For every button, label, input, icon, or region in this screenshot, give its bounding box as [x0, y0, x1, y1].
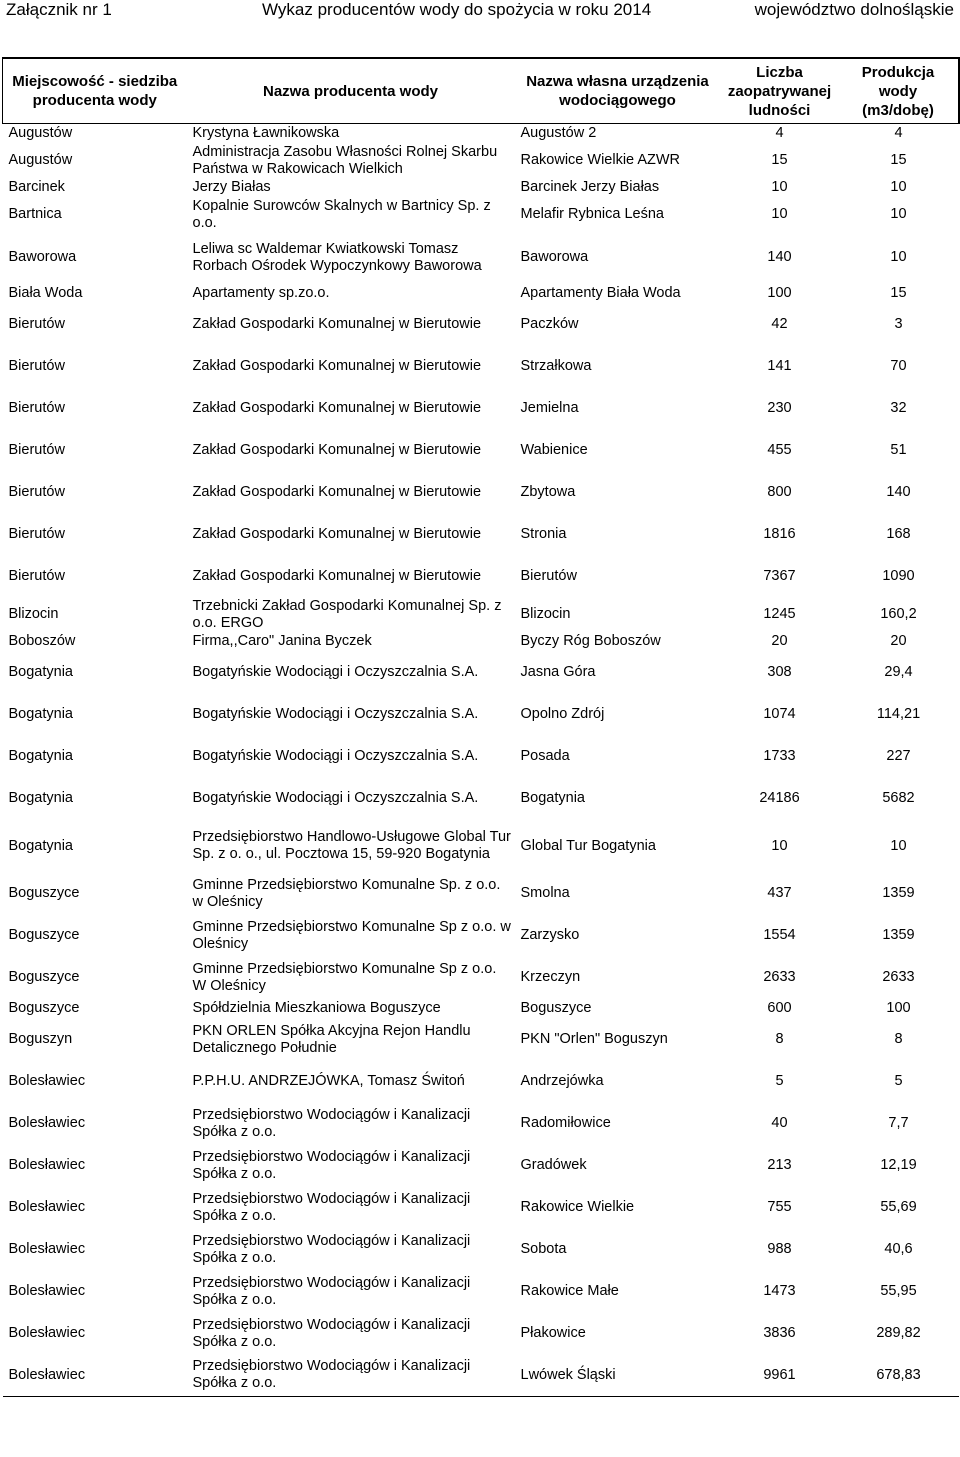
cell-locality: Bolesławiec — [8, 1241, 86, 1257]
cell-production: 51 — [890, 442, 907, 458]
cell-producer: Zakład Gospodarki Komunalnej w Bierutowie — [192, 484, 482, 500]
cell-producer: Zakład Gospodarki Komunalnej w Bierutowie — [192, 568, 482, 584]
cell-locality: Bogatynia — [8, 664, 73, 680]
cell-facility: Posada — [520, 748, 570, 764]
cell-production: 15 — [890, 285, 907, 301]
cell-locality: Blizocin — [8, 606, 59, 622]
cell-production: 8 — [894, 1031, 903, 1047]
document-title: Wykaz producentów wody do spożycia w roku 2014 — [262, 0, 652, 19]
cell-locality: Biała Woda — [8, 285, 83, 301]
cell-facility: PKN "Orlen" Boguszyn — [520, 1031, 668, 1047]
cell-population: 755 — [767, 1199, 792, 1215]
cell-producer: Kopalnie Surowców Skalnych w Bartnicy Sp. z o.o. — [192, 197, 491, 231]
table-row — [3, 1103, 959, 1145]
cell-producer: Administracja Zasobu Własności Rolnej Skarbu Państwa w Rakowicach Wielkich — [192, 143, 498, 177]
cell-production: 1090 — [882, 568, 915, 584]
cell-locality: Bierutów — [8, 358, 65, 374]
cell-production: 5682 — [882, 790, 915, 806]
cell-producer: Bogatyńskie Wodociągi i Oczyszczalnia S.A. — [192, 748, 479, 764]
table-row — [3, 1313, 959, 1355]
cell-population: 42 — [771, 316, 788, 332]
cell-population: 140 — [767, 249, 792, 265]
cell-locality: Bierutów — [8, 442, 65, 458]
cell-producer: Gminne Przedsiębiorstwo Komunalne Sp. z o.o. w Oleśnicy — [192, 876, 501, 910]
cell-population: 4 — [775, 125, 784, 142]
cell-population: 10 — [771, 837, 788, 854]
cell-facility: Melafir Rybnica Leśna — [520, 206, 664, 222]
cell-producer: Przedsiębiorstwo Wodociągów i Kanalizacji Spółka z o.o. — [192, 1106, 471, 1140]
cell-producer: Przedsiębiorstwo Wodociągów i Kanalizacji Spółka z o.o. — [192, 1274, 471, 1308]
cell-production: 1359 — [882, 885, 915, 901]
cell-facility: Rakowice Małe — [520, 1283, 619, 1299]
cell-production: 55,69 — [880, 1199, 917, 1215]
cell-production: 160,2 — [880, 606, 917, 622]
cell-production: 678,83 — [839, 1355, 959, 1397]
cell-locality: Boguszyce — [8, 1000, 80, 1016]
table-row — [3, 198, 959, 232]
cell-population: 1554 — [763, 927, 796, 943]
cell-producer: Spółdzielnia Mieszkaniowa Boguszyce — [192, 1000, 441, 1016]
cell-locality: Bierutów — [8, 484, 65, 500]
cell-producer: P.P.H.U. ANDRZEJÓWKA, Tomasz Świtoń — [192, 1073, 465, 1089]
table-row — [3, 472, 959, 514]
cell-locality: Boguszyce — [8, 885, 80, 901]
table-row — [3, 1019, 959, 1061]
cell-population: 1733 — [763, 748, 796, 764]
cell-facility: Barcinek Jerzy Białas — [520, 179, 660, 195]
page-header — [0, 0, 960, 40]
cell-population: 5 — [775, 1073, 784, 1089]
cell-production: 12,19 — [880, 1157, 917, 1173]
cell-producer: Bogatyńskie Wodociągi i Oczyszczalnia S.A. — [192, 790, 479, 806]
cell-locality: Boguszyce — [8, 969, 80, 985]
table-row — [3, 346, 959, 388]
table-row — [3, 144, 959, 178]
cell-producer: Zakład Gospodarki Komunalnej w Bierutowie — [192, 526, 482, 542]
cell-facility: Zarzysko — [520, 927, 580, 943]
cell-facility: Smolna — [520, 885, 570, 901]
cell-population: 455 — [767, 442, 792, 458]
cell-producer: Bogatyńskie Wodociągi i Oczyszczalnia S.A. — [192, 706, 479, 722]
cell-population: 15 — [771, 152, 788, 168]
cell-facility: Rakowice Wielkie AZWR — [520, 152, 681, 168]
cell-facility: Krzeczyn — [520, 969, 581, 985]
cell-producer: Apartamenty sp.zo.o. — [192, 285, 330, 301]
cell-population: 40 — [771, 1115, 788, 1131]
cell-producer: Zakład Gospodarki Komunalnej w Bierutowie — [192, 358, 482, 374]
table-row — [3, 430, 959, 472]
cell-locality: Bolesławiec — [8, 1199, 86, 1215]
cell-production: 227 — [886, 748, 911, 764]
cell-population: 10 — [771, 179, 788, 195]
cell-facility: Bogatynia — [520, 790, 585, 806]
cell-population: 213 — [767, 1157, 792, 1173]
column-header-producer: Nazwa producenta wody — [187, 58, 515, 124]
cell-production: 5 — [894, 1073, 903, 1089]
cell-population: 230 — [767, 400, 792, 416]
cell-locality: Bolesławiec — [8, 1073, 86, 1089]
cell-population: 10 — [771, 206, 788, 222]
cell-facility: Paczków — [520, 316, 579, 332]
cell-producer: Zakład Gospodarki Komunalnej w Bierutowie — [192, 316, 482, 332]
cell-producer: Przedsiębiorstwo Wodociągów i Kanalizacji Spółka z o.o. — [192, 1232, 471, 1266]
cell-facility: Boguszyce — [520, 1000, 592, 1016]
cell-population: 141 — [767, 358, 792, 374]
cell-locality: Boboszów — [8, 633, 76, 649]
cell-population: 1245 — [763, 606, 796, 622]
cell-locality: Bogatynia — [8, 748, 73, 764]
cell-producer: Zakład Gospodarki Komunalnej w Bierutowie — [192, 400, 482, 416]
cell-facility: Apartamenty Biała Woda — [520, 285, 681, 301]
column-header-locality: Miejscowość - siedziba producenta wody — [3, 58, 187, 124]
cell-facility: Rakowice Wielkie — [520, 1199, 635, 1215]
cell-producer: Gminne Przedsiębiorstwo Komunalne Sp z o.o. w Oleśnicy — [192, 918, 511, 952]
cell-production: 55,95 — [880, 1283, 917, 1299]
voivodeship-label: województwo dolnośląskie — [754, 0, 954, 19]
cell-locality: Bierutów — [8, 316, 65, 332]
table-body — [3, 124, 959, 1397]
cell-producer: Przedsiębiorstwo Wodociągów i Kanalizacji Spółka z o.o. — [192, 1316, 471, 1350]
cell-population: 1816 — [763, 526, 796, 542]
cell-facility: Andrzejówka — [520, 1073, 604, 1089]
cell-production: 4 — [894, 125, 903, 142]
cell-facility: Jasna Góra — [520, 664, 596, 680]
cell-production: 70 — [890, 358, 907, 374]
cell-producer: Przedsiębiorstwo Wodociągów i Kanalizacji Spółka z o.o. — [192, 1190, 471, 1224]
cell-facility: Zbytowa — [520, 484, 576, 500]
table-row — [3, 284, 959, 304]
table-row — [3, 632, 959, 652]
producers-table — [2, 57, 960, 1397]
cell-locality: Boguszyce — [8, 927, 80, 943]
table-row — [3, 1145, 959, 1187]
cell-producer: Jerzy Białas — [192, 179, 271, 195]
table-row — [3, 1229, 959, 1271]
table-row — [3, 1271, 959, 1313]
cell-facility: Blizocin — [520, 606, 571, 622]
cell-facility: Jemielna — [520, 400, 579, 416]
table-row — [3, 232, 959, 284]
table-row — [3, 820, 959, 873]
cell-production: 289,82 — [876, 1325, 921, 1341]
cell-locality: Bolesławiec — [8, 1325, 86, 1341]
cell-producer: Zakład Gospodarki Komunalnej w Bierutowie — [192, 442, 482, 458]
cell-facility: Stronia — [520, 526, 567, 542]
table-row — [3, 304, 959, 346]
cell-population: 8 — [775, 1031, 784, 1047]
cell-population: 9961 — [721, 1355, 839, 1397]
cell-population: 3836 — [763, 1325, 796, 1341]
cell-population: 1074 — [763, 706, 796, 722]
cell-locality: Barcinek — [8, 179, 65, 195]
cell-population: 988 — [767, 1241, 792, 1257]
cell-population: 100 — [767, 285, 792, 301]
cell-locality: Bolesławiec — [8, 1283, 86, 1299]
cell-locality: Bierutów — [8, 568, 65, 584]
cell-locality: Bartnica — [8, 206, 62, 222]
cell-production: 10 — [890, 179, 907, 195]
table-row — [3, 652, 959, 694]
cell-locality: Bolesławiec — [8, 1157, 86, 1173]
table-row — [3, 178, 959, 198]
cell-facility: Bierutów — [520, 568, 577, 584]
cell-population: 600 — [767, 1000, 792, 1016]
cell-producer: PKN ORLEN Spółka Akcyjna Rejon Handlu Detalicznego Południe — [192, 1022, 471, 1056]
cell-production: 1359 — [882, 927, 915, 943]
cell-locality: Bolesławiec — [3, 1355, 187, 1397]
cell-production: 3 — [894, 316, 903, 332]
cell-facility: Sobota — [520, 1241, 567, 1257]
cell-facility: Opolno Zdrój — [520, 706, 605, 722]
cell-producer: Przedsiębiorstwo Wodociągów i Kanalizacji Spółka z o.o. — [192, 1148, 471, 1182]
cell-population: 20 — [771, 633, 788, 649]
cell-facility: Płakowice — [520, 1325, 586, 1341]
cell-production: 168 — [886, 526, 911, 542]
cell-locality: Bierutów — [8, 400, 65, 416]
cell-producer: Firma,,Caro" Janina Byczek — [192, 633, 372, 649]
cell-facility: Gradówek — [520, 1157, 587, 1173]
cell-facility: Strzałkowa — [520, 358, 592, 374]
table-row — [3, 873, 959, 915]
table-row — [3, 957, 959, 999]
attachment-label: Załącznik nr 1 — [6, 0, 112, 19]
cell-production: 2633 — [882, 969, 915, 985]
cell-production: 20 — [890, 633, 907, 649]
table-row — [3, 598, 959, 632]
table-header-row — [3, 58, 959, 124]
cell-facility: Radomiłowice — [520, 1115, 611, 1131]
table-row — [3, 694, 959, 736]
table-row — [3, 915, 959, 957]
cell-locality: Bogatynia — [8, 837, 73, 854]
cell-producer: Leliwa sc Waldemar Kwiatkowski Tomasz Rorbach Ośrodek Wypoczynkowy Baworowa — [192, 240, 482, 274]
cell-production: 114,21 — [876, 706, 921, 722]
cell-locality: Augustów — [8, 125, 73, 142]
column-header-facility: Nazwa własna urządzenia wodociągowego — [515, 58, 721, 124]
cell-production: 10 — [890, 837, 907, 854]
table-row — [3, 556, 959, 598]
cell-facility: Wabienice — [520, 442, 588, 458]
table-row — [3, 1355, 959, 1397]
cell-population: 437 — [767, 885, 792, 901]
table-row — [3, 736, 959, 778]
cell-producer: Przedsiębiorstwo Handlowo-Usługowe Global Tur Sp. z o. o., ul. Pocztowa 15, 59-920 Bogatynia — [192, 829, 511, 862]
cell-production: 15 — [890, 152, 907, 168]
cell-locality: Bogatynia — [8, 790, 73, 806]
cell-production: 32 — [890, 400, 907, 416]
cell-population: 308 — [767, 664, 792, 680]
table-row — [3, 1061, 959, 1103]
cell-locality: Bierutów — [8, 526, 65, 542]
cell-population: 800 — [767, 484, 792, 500]
cell-locality: Baworowa — [8, 249, 77, 265]
table-row — [3, 778, 959, 820]
table-row — [3, 124, 959, 144]
table-row — [3, 1187, 959, 1229]
cell-producer: Trzebnicki Zakład Gospodarki Komunalnej Sp. z o.o. ERGO — [192, 597, 502, 631]
cell-facility: Baworowa — [520, 249, 589, 265]
cell-production: 10 — [890, 249, 907, 265]
cell-producer: Bogatyńskie Wodociągi i Oczyszczalnia S.A. — [192, 664, 479, 680]
cell-locality: Bogatynia — [8, 706, 73, 722]
cell-facility: Augustów 2 — [520, 125, 597, 142]
cell-production: 40,6 — [884, 1241, 913, 1257]
cell-production: 100 — [886, 1000, 911, 1016]
cell-population: 7367 — [763, 568, 796, 584]
table-row — [3, 388, 959, 430]
cell-production: 29,4 — [884, 664, 913, 680]
cell-population: 24186 — [759, 790, 800, 806]
cell-production: 10 — [890, 206, 907, 222]
cell-producer: Krystyna Ławnikowska — [192, 125, 340, 142]
column-header-production: Produkcja wody (m3/dobę) — [839, 58, 959, 124]
table-row — [3, 514, 959, 556]
cell-locality: Bolesławiec — [8, 1115, 86, 1131]
cell-facility: Lwówek Śląski — [515, 1355, 721, 1397]
cell-producer: Przedsiębiorstwo Wodociągów i Kanalizacji Spółka z o.o. — [187, 1355, 515, 1397]
cell-facility: Global Tur Bogatynia — [520, 837, 656, 854]
table-row — [3, 999, 959, 1019]
cell-locality: Boguszyn — [8, 1031, 73, 1047]
cell-producer: Gminne Przedsiębiorstwo Komunalne Sp z o.o. W Oleśnicy — [192, 960, 497, 994]
cell-production: 140 — [886, 484, 911, 500]
cell-production: 7,7 — [888, 1115, 909, 1131]
cell-population: 2633 — [763, 969, 796, 985]
column-header-population: Liczba zaopatrywanej ludności — [721, 58, 839, 124]
cell-locality: Augustów — [8, 152, 73, 168]
cell-facility: Byczy Róg Boboszów — [520, 633, 661, 649]
cell-population: 1473 — [763, 1283, 796, 1299]
